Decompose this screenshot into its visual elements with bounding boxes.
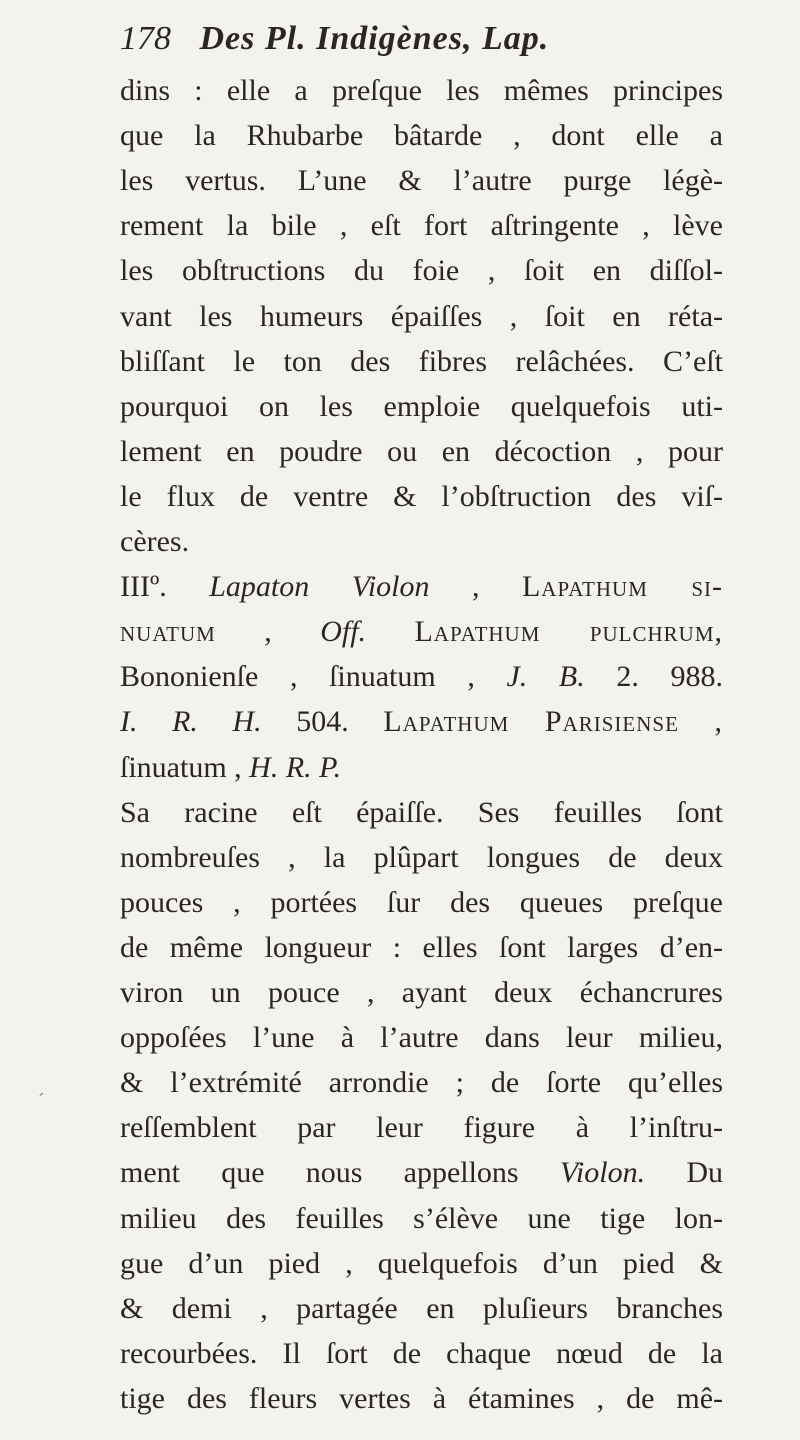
text-segment: cères. <box>120 525 190 558</box>
text-segment: 2. 988. <box>584 660 724 694</box>
text-line <box>120 927 723 969</box>
text-segment: 504. <box>261 705 384 739</box>
page-number: 178 <box>120 20 171 57</box>
text-segment: nombreuſes , la plûpart longues de deux <box>120 840 723 874</box>
running-header <box>120 12 680 66</box>
text-line <box>120 1107 723 1149</box>
text-segment: les vertus. L’une & l’autre purge légè- <box>120 164 723 198</box>
text-segment <box>366 615 414 648</box>
text-segment: rement la bile , eſt fort aſtringente , lève <box>120 209 723 243</box>
text-line <box>120 115 723 157</box>
text-segment: H. R. P. <box>249 750 342 784</box>
text-line <box>120 431 723 473</box>
text-line <box>120 747 723 789</box>
text-segment: nuatum <box>120 615 216 649</box>
text-line <box>120 972 723 1014</box>
text-segment: J. B. <box>506 660 585 694</box>
text-segment: viron un pouce , ayant deux échancrures <box>120 976 723 1009</box>
text-segment: , <box>429 570 522 604</box>
text-line <box>120 1062 723 1104</box>
text-segment: Lapathum si- <box>521 570 723 604</box>
text-segment: bliſſant le ton des fibres relâchées. C’eſt <box>120 344 723 378</box>
text-line <box>120 250 723 292</box>
text-segment: gue d’un pied , quelquefois d’un pied & <box>120 1246 723 1280</box>
text-segment: oppoſées l’une à l’autre dans leur milieu, <box>120 1021 723 1055</box>
text-line <box>120 792 723 834</box>
text-line <box>120 837 723 879</box>
text-line <box>120 160 723 202</box>
text-segment: Bononienſe , ſinuatum , <box>120 660 507 694</box>
text-line <box>120 611 723 653</box>
text-segment: lement en poudre ou en décoction , pour <box>120 434 723 468</box>
text-segment: ſinuatum , <box>120 750 250 784</box>
text-line <box>120 1333 723 1375</box>
text-line <box>120 70 723 112</box>
text-segment: de même longueur : elles ſont larges d’en- <box>120 930 723 964</box>
text-segment: tige des fleurs vertes à étamines , de mê- <box>120 1381 723 1415</box>
text-line <box>120 1152 723 1194</box>
text-segment: vant les humeurs épaiſſes , ſoit en réta- <box>120 299 723 333</box>
text-line <box>120 521 723 563</box>
text-segment: & l’extrémité arrondie ; de ſorte qu’elles <box>120 1066 723 1100</box>
margin-mark: ´ <box>38 1090 45 1112</box>
text-line <box>120 566 723 608</box>
text-line <box>120 1198 723 1240</box>
text-line <box>120 476 723 518</box>
text-segment: milieu des feuilles s’élève une tige lon- <box>120 1201 723 1235</box>
text-segment: les obſtructions du foie , ſoit en diſſol- <box>120 254 723 288</box>
text-segment: pouces , portées ſur des queues preſque <box>120 885 723 919</box>
text-line <box>120 1378 723 1420</box>
text-segment: dins : elle a preſque les mêmes principes <box>120 74 723 107</box>
running-title: Des Pl. Indigènes, Lap. <box>199 20 550 57</box>
text-segment: reſſemblent par leur figure à l’inſtru- <box>120 1111 723 1145</box>
text-line <box>120 656 723 698</box>
text-line <box>120 1288 723 1330</box>
text-segment: ment que nous appellons <box>120 1156 560 1190</box>
text-line <box>120 296 723 338</box>
text-segment: Off. <box>320 615 367 649</box>
text-segment: , <box>215 615 321 649</box>
text-line <box>120 1243 723 1285</box>
text-line <box>120 205 723 247</box>
text-segment: I. R. H. <box>120 705 262 739</box>
text-segment: Sa racine eſt épaiſſe. Ses feuilles ſont <box>120 795 723 829</box>
text-segment: Lapathum pulchrum, <box>414 615 724 649</box>
text-segment: IIIº. <box>120 570 210 604</box>
text-line <box>120 341 723 383</box>
text-line <box>120 701 723 743</box>
text-segment: le flux de ventre & l’obſtruction des viſ- <box>120 479 723 513</box>
text-segment: recourbées. Il ſort de chaque nœud de la <box>120 1336 723 1370</box>
text-line <box>120 882 723 924</box>
text-line <box>120 386 723 428</box>
text-segment: que la Rhubarbe bâtarde , dont elle a <box>120 119 723 153</box>
text-segment: pourquoi on les emploie quelquefois uti- <box>120 389 723 423</box>
text-segment: Du <box>645 1156 723 1190</box>
text-segment: Violon. <box>559 1156 646 1190</box>
text-segment: Lapathum Parisiense , <box>383 705 724 739</box>
text-segment: Lapaton Violon <box>209 570 430 604</box>
text-line <box>120 1017 723 1059</box>
text-segment: & demi , partagée en pluſieurs branches <box>120 1291 723 1325</box>
